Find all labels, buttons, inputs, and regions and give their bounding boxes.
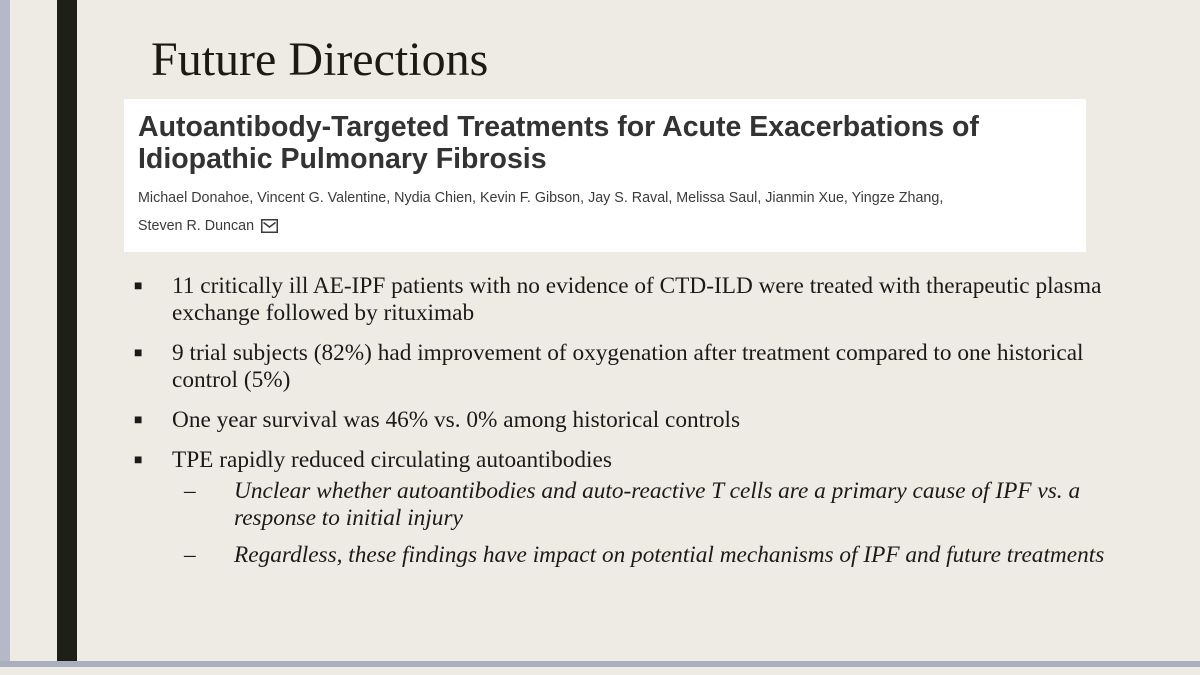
bullet-item: [134, 340, 1134, 394]
slide-title: Future Directions: [151, 33, 489, 86]
left-accent-stripe: [0, 0, 10, 675]
bullet-list: [134, 273, 1134, 582]
bullet-item: [134, 447, 1134, 569]
sub-bullet-marker: –: [184, 542, 196, 568]
bullet-marker: ■: [134, 346, 143, 361]
bullet-item: [134, 273, 1134, 327]
sub-bullet-item: [184, 542, 1134, 569]
sub-bullet-item: [184, 478, 1134, 532]
sub-bullet-list: [172, 478, 1134, 569]
sub-bullet-marker: –: [184, 478, 196, 504]
paper-title: Autoantibody-Targeted Treatments for Acute Exacerbations of Idiopathic Pulmonary Fibrosis: [138, 111, 979, 175]
bullet-item: [134, 407, 1134, 434]
authors-line-1: Michael Donahoe, Vincent G. Valentine, Nydia Chien, Kevin F. Gibson, Jay S. Raval, Melissa Saul, Jianmin Xue, Yingze Zhang,: [138, 190, 944, 206]
envelope-icon[interactable]: [261, 219, 278, 233]
bottom-strip: [0, 667, 1200, 675]
vertical-accent-bar: [57, 0, 77, 675]
bullet-text: TPE rapidly reduced circulating autoantibodies: [172, 447, 612, 473]
bullet-text: 9 trial subjects (82%) had improvement of oxygenation after treatment compared to one historical control (5%): [172, 340, 1084, 393]
authors-line-2: [138, 212, 1072, 240]
bullet-text: One year survival was 46% vs. 0% among historical controls: [172, 407, 741, 433]
bullet-marker: ■: [134, 453, 143, 468]
sub-bullet-text: Unclear whether autoantibodies and auto-reactive T cells are a primary cause of IPF vs. a response to initial injury: [234, 478, 1081, 531]
paper-screenshot: [124, 99, 1086, 252]
bullet-text: 11 critically ill AE-IPF patients with no evidence of CTD-ILD were treated with therapeutic plasma exchange followed by rituximab: [172, 273, 1102, 326]
paper-authors: [138, 184, 1072, 240]
corresponding-author: Steven R. Duncan: [138, 218, 255, 234]
bullet-marker: ■: [134, 279, 143, 294]
sub-bullet-text: Regardless, these findings have impact on potential mechanisms of IPF and future treatments: [234, 542, 1105, 568]
bullet-marker: ■: [134, 413, 143, 428]
